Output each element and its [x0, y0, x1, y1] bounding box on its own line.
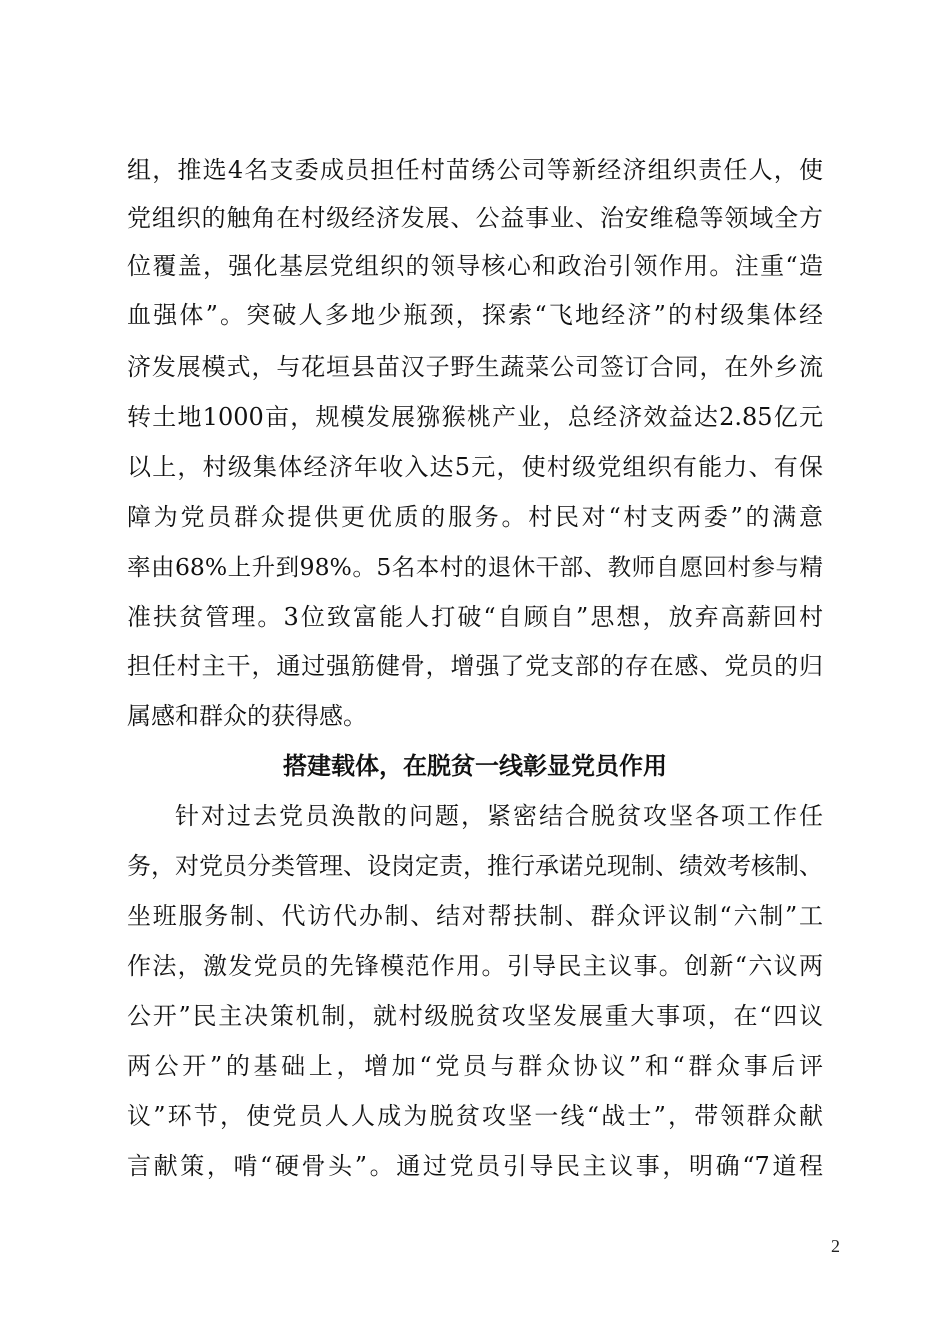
paragraph-line: 针对过去党员涣散的问题，紧密结合脱贫攻坚各项工作任 — [175, 802, 823, 830]
paragraph-line: 务，对党员分类管理、设岗定责，推行承诺兑现制、绩效考核制、 — [127, 852, 823, 880]
paragraph-line: 障为党员群众提供更优质的服务。村民对“村支两委”的满意 — [127, 503, 823, 531]
paragraph-line: 血强体”。突破人多地少瓶颈，探索“飞地经济”的村级集体经 — [127, 301, 823, 329]
paragraph-line: 率由68%上升到98%。5名本村的退休干部、教师自愿回村参与精 — [127, 553, 823, 581]
paragraph-line: 以上，村级集体经济年收入达5元，使村级党组织有能力、有保 — [127, 453, 823, 481]
paragraph-line: 两公开”的基础上，增加“党员与群众协议”和“群众事后评 — [127, 1052, 823, 1080]
page-number: 2 — [831, 1236, 840, 1256]
paragraph-line: 坐班服务制、代访代办制、结对帮扶制、群众评议制“六制”工 — [127, 902, 823, 930]
paragraph-line: 济发展模式，与花垣县苗汉子野生蔬菜公司签订合同，在外乡流 — [127, 353, 823, 381]
paragraph-line: 位覆盖，强化基层党组织的领导核心和政治引领作用。注重“造 — [127, 252, 823, 280]
paragraph-line: 组，推选4名支委成员担任村苗绣公司等新经济组织责任人，使 — [127, 156, 823, 184]
paragraph-line: 转土地1000亩，规模发展猕猴桃产业，总经济效益达2.85亿元 — [127, 403, 823, 431]
paragraph-line: 议”环节，使党员人人成为脱贫攻坚一线“战士”，带领群众献 — [127, 1102, 823, 1130]
paragraph-line: 言献策，啃“硬骨头”。通过党员引导民主议事，明确“7道程 — [127, 1152, 823, 1180]
section-heading: 搭建载体，在脱贫一线彰显党员作用 — [283, 752, 667, 780]
paragraph-line: 党组织的触角在村级经济发展、公益事业、治安维稳等领域全方 — [127, 204, 823, 232]
paragraph-line: 担任村主干，通过强筋健骨，增强了党支部的存在感、党员的归 — [127, 652, 823, 680]
paragraph-line: 公开”民主决策机制，就村级脱贫攻坚发展重大事项，在“四议 — [127, 1002, 823, 1030]
paragraph-line: 属感和群众的获得感。 — [127, 702, 367, 730]
paragraph-line: 作法，激发党员的先锋模范作用。引导民主议事。创新“六议两 — [127, 952, 823, 980]
paragraph-line: 准扶贫管理。3位致富能人打破“自顾自”思想，放弃高薪回村 — [127, 603, 823, 631]
